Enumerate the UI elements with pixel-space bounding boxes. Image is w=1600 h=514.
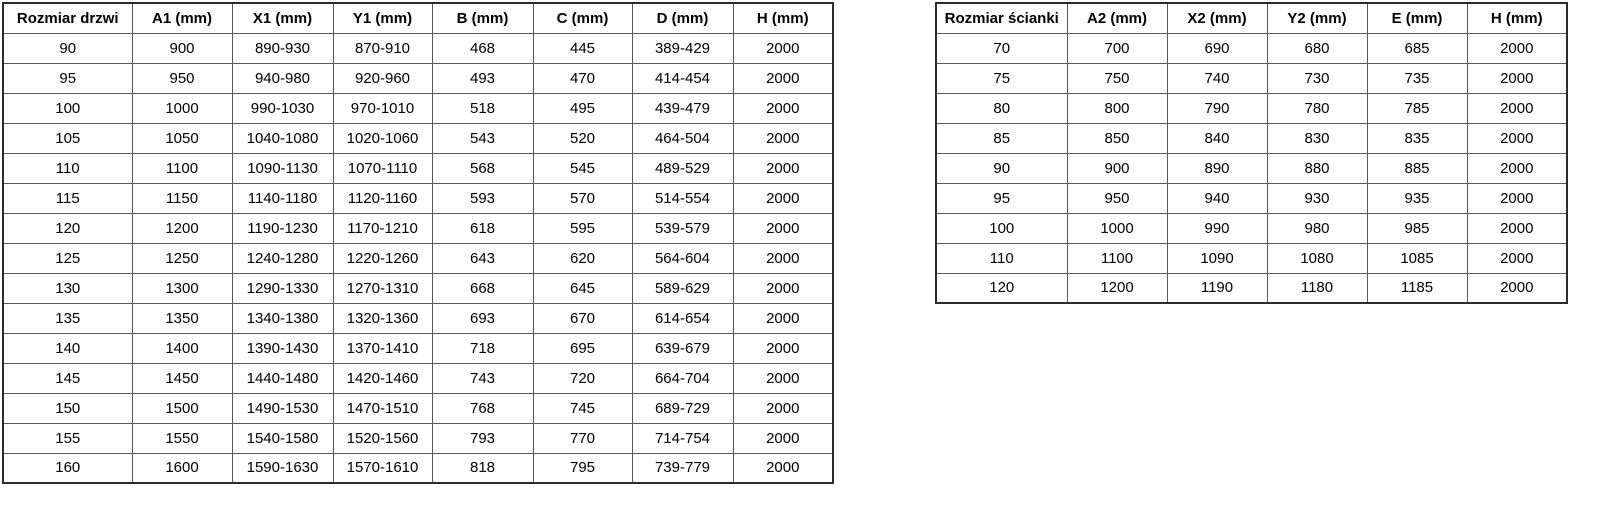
table-cell: 980 [1267,213,1367,243]
table-cell: 2000 [733,123,833,153]
table-cell: 100 [3,93,132,123]
table-cell: 793 [432,423,533,453]
table-cell: 720 [533,363,632,393]
table-cell: 1270-1310 [333,273,432,303]
table-row [3,183,833,213]
door-table-body [3,33,833,483]
column-header: Y2 (mm) [1267,3,1367,33]
table-cell: 1185 [1367,273,1467,303]
table-cell: 1490-1530 [232,393,333,423]
table-cell: 160 [3,453,132,483]
table-cell: 1085 [1367,243,1467,273]
table-cell: 489-529 [632,153,733,183]
table-cell: 2000 [1467,93,1567,123]
table-cell: 985 [1367,213,1467,243]
table-cell: 1090 [1167,243,1267,273]
table-row [3,93,833,123]
table-cell: 145 [3,363,132,393]
table-row [936,93,1567,123]
table-cell: 2000 [1467,213,1567,243]
table-row [3,303,833,333]
table-row [936,273,1567,303]
table-cell: 568 [432,153,533,183]
column-header: A2 (mm) [1067,3,1167,33]
table-cell: 595 [533,213,632,243]
table-cell: 125 [3,243,132,273]
table-cell: 1570-1610 [333,453,432,483]
column-header: H (mm) [1467,3,1567,33]
column-header: Rozmiar drzwi [3,3,132,33]
table-cell: 468 [432,33,533,63]
column-header: E (mm) [1367,3,1467,33]
table-cell: 2000 [733,183,833,213]
table-cell: 693 [432,303,533,333]
table-cell: 730 [1267,63,1367,93]
table-cell: 445 [533,33,632,63]
table-cell: 90 [3,33,132,63]
table-cell: 545 [533,153,632,183]
table-cell: 470 [533,63,632,93]
table-cell: 1240-1280 [232,243,333,273]
column-header: Y1 (mm) [333,3,432,33]
table-cell: 870-910 [333,33,432,63]
table-cell: 495 [533,93,632,123]
table-cell: 1370-1410 [333,333,432,363]
door-table-header [3,3,833,33]
panel-table-body [936,33,1567,303]
table-cell: 2000 [1467,123,1567,153]
table-cell: 2000 [733,393,833,423]
panel-table-header [936,3,1567,33]
table-row [936,183,1567,213]
table-cell: 155 [3,423,132,453]
column-header: B (mm) [432,3,533,33]
table-cell: 2000 [733,213,833,243]
table-cell: 1050 [132,123,232,153]
table-cell: 135 [3,303,132,333]
table-cell: 2000 [733,273,833,303]
table-cell: 1540-1580 [232,423,333,453]
header-row [936,3,1567,33]
table-cell: 1000 [132,93,232,123]
table-cell: 1320-1360 [333,303,432,333]
table-row [3,273,833,303]
table-cell: 2000 [1467,63,1567,93]
table-cell: 670 [533,303,632,333]
table-cell: 664-704 [632,363,733,393]
table-cell: 750 [1067,63,1167,93]
column-header: A1 (mm) [132,3,232,33]
table-cell: 120 [3,213,132,243]
table-cell: 890-930 [232,33,333,63]
column-header: C (mm) [533,3,632,33]
table-cell: 2000 [1467,153,1567,183]
door-size-table [2,2,834,484]
table-cell: 1390-1430 [232,333,333,363]
table-row [3,63,833,93]
table-cell: 920-960 [333,63,432,93]
table-cell: 1000 [1067,213,1167,243]
table-cell: 1300 [132,273,232,303]
table-cell: 2000 [733,63,833,93]
table-cell: 518 [432,93,533,123]
table-cell: 830 [1267,123,1367,153]
table-cell: 514-554 [632,183,733,213]
table-cell: 1170-1210 [333,213,432,243]
table-cell: 620 [533,243,632,273]
table-cell: 2000 [733,303,833,333]
table-cell: 1520-1560 [333,423,432,453]
table-cell: 990 [1167,213,1267,243]
table-cell: 970-1010 [333,93,432,123]
table-cell: 70 [936,33,1067,63]
table-cell: 1220-1260 [333,243,432,273]
table-cell: 520 [533,123,632,153]
table-cell: 130 [3,273,132,303]
table-cell: 2000 [733,243,833,273]
table-cell: 90 [936,153,1067,183]
table-cell: 1020-1060 [333,123,432,153]
table-cell: 1290-1330 [232,273,333,303]
table-cell: 885 [1367,153,1467,183]
column-header: H (mm) [733,3,833,33]
table-cell: 643 [432,243,533,273]
table-cell: 564-604 [632,243,733,273]
table-cell: 80 [936,93,1067,123]
table-row [3,153,833,183]
table-cell: 85 [936,123,1067,153]
table-cell: 785 [1367,93,1467,123]
table-cell: 1450 [132,363,232,393]
table-cell: 1190 [1167,273,1267,303]
table-cell: 1400 [132,333,232,363]
table-cell: 2000 [733,333,833,363]
table-cell: 740 [1167,63,1267,93]
table-cell: 790 [1167,93,1267,123]
table-cell: 1100 [132,153,232,183]
table-cell: 1420-1460 [333,363,432,393]
table-row [936,33,1567,63]
table-cell: 75 [936,63,1067,93]
column-header: D (mm) [632,3,733,33]
table-cell: 940-980 [232,63,333,93]
table-cell: 795 [533,453,632,483]
table-cell: 1500 [132,393,232,423]
table-cell: 1550 [132,423,232,453]
table-cell: 2000 [733,453,833,483]
table-cell: 639-679 [632,333,733,363]
table-cell: 2000 [733,33,833,63]
table-cell: 680 [1267,33,1367,63]
table-cell: 1200 [132,213,232,243]
table-cell: 1070-1110 [333,153,432,183]
table-cell: 2000 [1467,273,1567,303]
table-cell: 739-779 [632,453,733,483]
table-cell: 1590-1630 [232,453,333,483]
table-row [3,363,833,393]
table-cell: 780 [1267,93,1367,123]
table-cell: 1190-1230 [232,213,333,243]
table-row [3,393,833,423]
table-cell: 880 [1267,153,1367,183]
table-cell: 818 [432,453,533,483]
column-header: X2 (mm) [1167,3,1267,33]
table-cell: 1090-1130 [232,153,333,183]
table-cell: 770 [533,423,632,453]
table-row [3,243,833,273]
table-cell: 389-429 [632,33,733,63]
table-cell: 850 [1067,123,1167,153]
table-row [3,453,833,483]
table-cell: 493 [432,63,533,93]
table-row [936,153,1567,183]
table-cell: 689-729 [632,393,733,423]
table-cell: 2000 [1467,33,1567,63]
table-row [3,33,833,63]
table-cell: 800 [1067,93,1167,123]
table-cell: 745 [533,393,632,423]
table-cell: 685 [1367,33,1467,63]
table-cell: 1120-1160 [333,183,432,213]
table-cell: 735 [1367,63,1467,93]
table-cell: 950 [132,63,232,93]
table-row [936,213,1567,243]
table-cell: 743 [432,363,533,393]
table-cell: 464-504 [632,123,733,153]
table-cell: 2000 [733,93,833,123]
table-cell: 2000 [733,363,833,393]
table-row [3,123,833,153]
table-cell: 935 [1367,183,1467,213]
table-cell: 2000 [1467,183,1567,213]
table-cell: 115 [3,183,132,213]
table-cell: 570 [533,183,632,213]
table-cell: 589-629 [632,273,733,303]
table-cell: 1200 [1067,273,1167,303]
table-cell: 140 [3,333,132,363]
table-row [3,333,833,363]
table-cell: 1250 [132,243,232,273]
table-cell: 695 [533,333,632,363]
table-cell: 95 [3,63,132,93]
table-cell: 890 [1167,153,1267,183]
table-cell: 1470-1510 [333,393,432,423]
table-cell: 1080 [1267,243,1367,273]
table-cell: 714-754 [632,423,733,453]
table-row [936,123,1567,153]
table-cell: 593 [432,183,533,213]
table-cell: 95 [936,183,1067,213]
table-cell: 2000 [733,153,833,183]
table-cell: 840 [1167,123,1267,153]
table-cell: 1040-1080 [232,123,333,153]
table-cell: 100 [936,213,1067,243]
table-cell: 645 [533,273,632,303]
table-cell: 110 [936,243,1067,273]
header-row [3,3,833,33]
table-cell: 110 [3,153,132,183]
column-header: Rozmiar ścianki [936,3,1067,33]
table-cell: 835 [1367,123,1467,153]
table-cell: 1100 [1067,243,1167,273]
table-row [3,423,833,453]
table-cell: 768 [432,393,533,423]
table-cell: 690 [1167,33,1267,63]
table-cell: 930 [1267,183,1367,213]
table-row [936,243,1567,273]
table-cell: 1150 [132,183,232,213]
wall-panel-size-table [935,2,1568,304]
table-cell: 618 [432,213,533,243]
table-cell: 543 [432,123,533,153]
table-cell: 614-654 [632,303,733,333]
table-cell: 539-579 [632,213,733,243]
column-header: X1 (mm) [232,3,333,33]
table-cell: 120 [936,273,1067,303]
table-cell: 1180 [1267,273,1367,303]
table-cell: 700 [1067,33,1167,63]
table-cell: 1600 [132,453,232,483]
table-row [3,213,833,243]
table-cell: 668 [432,273,533,303]
table-cell: 2000 [1467,243,1567,273]
table-cell: 718 [432,333,533,363]
table-cell: 1350 [132,303,232,333]
table-cell: 439-479 [632,93,733,123]
table-cell: 1440-1480 [232,363,333,393]
table-cell: 105 [3,123,132,153]
table-cell: 900 [132,33,232,63]
table-cell: 2000 [733,423,833,453]
table-cell: 150 [3,393,132,423]
table-cell: 1140-1180 [232,183,333,213]
table-row [936,63,1567,93]
table-cell: 940 [1167,183,1267,213]
table-cell: 990-1030 [232,93,333,123]
table-cell: 1340-1380 [232,303,333,333]
table-cell: 950 [1067,183,1167,213]
table-cell: 900 [1067,153,1167,183]
table-cell: 414-454 [632,63,733,93]
